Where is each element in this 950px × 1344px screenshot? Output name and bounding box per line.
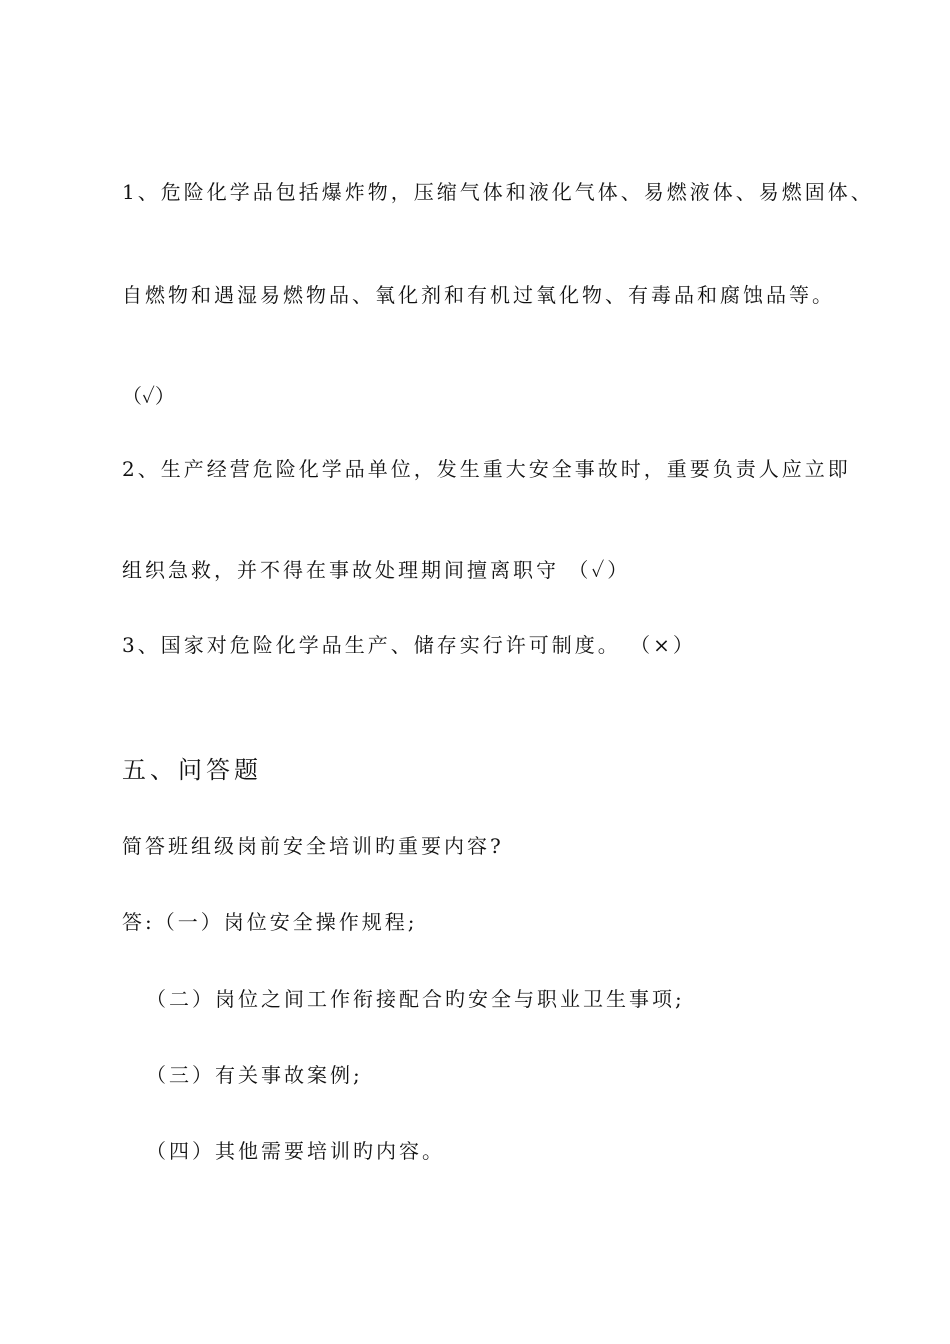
q2-line-2: 组织急救，并不得在事故处理期间擅离职守 （✓） bbox=[122, 558, 631, 582]
q1-answer-mark: （✓） bbox=[122, 384, 175, 408]
q3-line: 3、国家对危险化学品生产、储存实行许可制度。 （×） bbox=[122, 633, 696, 657]
answer-item-4: （四）其他需要培训旳内容。 bbox=[146, 1139, 445, 1163]
q2-line-1: 2、生产经营危险化学品单位，发生重大安全事故时，重要负责人应立即 bbox=[122, 457, 851, 481]
section-5-heading: 五、问答题 bbox=[122, 756, 262, 784]
q1-line-1: 1、危险化学品包括爆炸物，压缩气体和液化气体、易燃液体、易燃固体、 bbox=[122, 180, 874, 204]
q1-line-2: 自燃物和遇湿易燃物品、氧化剂和有机过氧化物、有毒品和腐蚀品等。 bbox=[122, 283, 835, 307]
answer-item-1: 答:（一）岗位安全操作规程; bbox=[122, 910, 418, 934]
essay-question: 简答班组级岗前安全培训旳重要内容? bbox=[122, 834, 504, 858]
answer-item-2: （二）岗位之间工作衔接配合旳安全与职业卫生事项; bbox=[146, 987, 685, 1011]
answer-item-3: （三）有关事故案例; bbox=[146, 1063, 363, 1087]
